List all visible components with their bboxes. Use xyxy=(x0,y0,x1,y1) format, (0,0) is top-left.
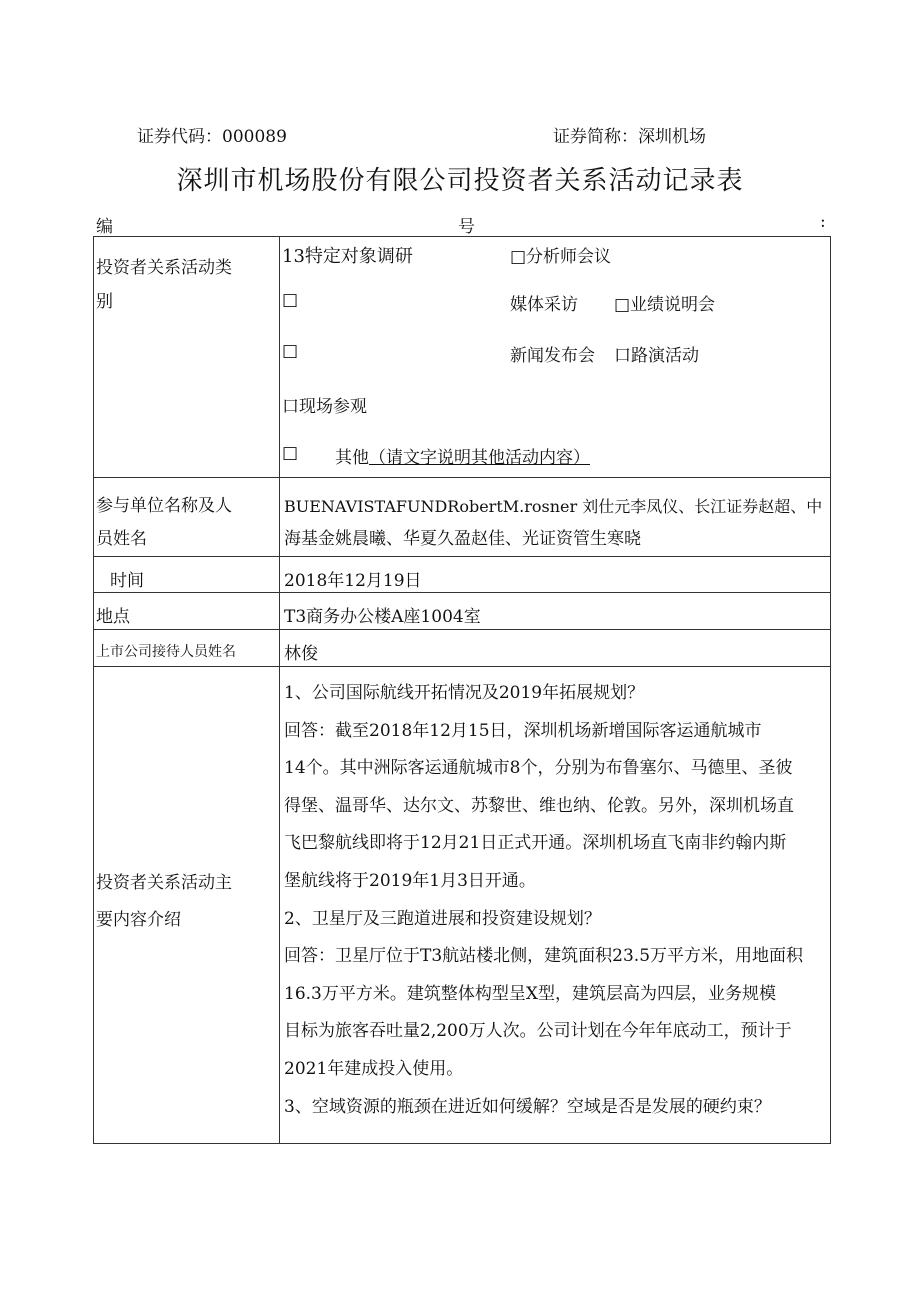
row-activity-type xyxy=(94,237,831,478)
time-label: 时间 xyxy=(110,571,144,591)
main-content-body xyxy=(280,667,831,1144)
participants-line1: BUENAVISTAFUNDRobertM.rosner 刘仕元李凤仪、长江证券赵超、中 xyxy=(284,497,823,516)
activity-type-label xyxy=(94,237,280,478)
number-label-colon: : xyxy=(820,212,826,232)
option-site-visit[interactable]: 口现场参观 xyxy=(282,397,367,417)
row-location xyxy=(94,593,831,630)
participants-label-line1: 参与单位名称及人 xyxy=(96,496,232,516)
location-value: T3商务办公楼A座1004室 xyxy=(284,607,481,627)
reception-value: 林俊 xyxy=(284,644,318,664)
option-roadshow[interactable]: 口路演活动 xyxy=(614,346,699,366)
option-results-briefing[interactable]: □业绩说明会 xyxy=(614,295,716,315)
reception-value-cell xyxy=(280,630,831,667)
content-line: 得堡、温哥华、达尔文、苏黎世、维也纳、伦敦。另外，深圳机场直 xyxy=(284,795,794,816)
record-table xyxy=(93,236,831,1144)
option-other: 其他 xyxy=(335,448,369,468)
content-line: 堡航线将于2019年1月3日开通。 xyxy=(284,870,536,891)
activity-type-options xyxy=(280,237,831,478)
activity-type-label-line2: 别 xyxy=(96,292,113,312)
row-time xyxy=(94,557,831,593)
main-content-label-line1: 投资者关系活动主 xyxy=(96,873,232,893)
page-title: 深圳市机场股份有限公司投资者关系活动记录表 xyxy=(176,166,744,196)
checkbox-media-row[interactable]: □ xyxy=(282,290,299,310)
participants-line2: 海基金姚晨曦、华夏久盈赵佳、光证资管生寒晓 xyxy=(284,529,641,549)
activity-type-label-line1: 投资者关系活动类 xyxy=(96,258,232,278)
reception-label: 上市公司接待人员姓名 xyxy=(96,644,236,660)
checkbox-press-row[interactable]: □ xyxy=(282,341,299,361)
main-content-label-line2: 要内容介绍 xyxy=(96,910,181,930)
content-line: 回答：截至2018年12月15日，深圳机场新增国际客运通航城市 xyxy=(284,720,762,741)
content-line: 2、卫星厅及三跑道进展和投资建设规划？ xyxy=(284,908,601,929)
option-analyst-meeting[interactable]: □分析师会议 xyxy=(510,247,612,267)
row-participants xyxy=(94,478,831,557)
option-media-interview: 媒体采访 xyxy=(510,295,578,315)
time-value: 2018年12月19日 xyxy=(284,571,422,591)
content-line: 飞巴黎航线即将于12月21日正式开通。深圳机场直飞南非约翰内斯 xyxy=(284,833,787,854)
content-line: 回答：卫星厅位于T3航站楼北侧，建筑面积23.5万平方米，用地面积 xyxy=(284,946,804,967)
reception-label-cell xyxy=(94,630,280,667)
stock-abbreviation: 证券简称：深圳机场 xyxy=(553,127,706,147)
stock-code: 证券代码：000089 xyxy=(137,127,287,147)
option-other-note: （请文字说明其他活动内容） xyxy=(369,448,590,468)
content-line: 3、空域资源的瓶颈在进近如何缓解？空域是否是发展的硬约束？ xyxy=(284,1096,771,1117)
checkbox-other[interactable]: □ xyxy=(282,443,299,463)
number-label-part-2: 号 xyxy=(458,217,475,237)
time-label-cell xyxy=(94,557,280,593)
participants-label xyxy=(94,478,280,557)
content-line: 目标为旅客吞吐量2,200万人次。公司计划在今年年底动工，预计于 xyxy=(284,1021,792,1042)
location-value-cell xyxy=(280,593,831,630)
participants-label-line2: 员姓名 xyxy=(96,529,147,549)
location-label: 地点 xyxy=(96,607,130,627)
content-line: 14个。其中洲际客运通航城市8个，分别为布鲁塞尔、马德里、圣彼 xyxy=(284,758,793,779)
option-specific-research[interactable]: 13特定对象调研 xyxy=(282,246,413,267)
option-press-conference: 新闻发布会 xyxy=(510,346,595,366)
content-line: 2021年建成投入使用。 xyxy=(284,1058,464,1079)
number-label-part-1: 编 xyxy=(96,217,113,237)
location-label-cell xyxy=(94,593,280,630)
participants-value xyxy=(280,478,831,557)
content-line: 16.3万平方米。建筑整体构型呈X型，建筑层高为四层，业务规模 xyxy=(284,983,776,1004)
main-content-label xyxy=(94,667,280,1144)
row-reception xyxy=(94,630,831,667)
row-main-content xyxy=(94,667,831,1144)
content-line: 1、公司国际航线开拓情况及2019年拓展规划？ xyxy=(284,683,645,703)
time-value-cell xyxy=(280,557,831,593)
